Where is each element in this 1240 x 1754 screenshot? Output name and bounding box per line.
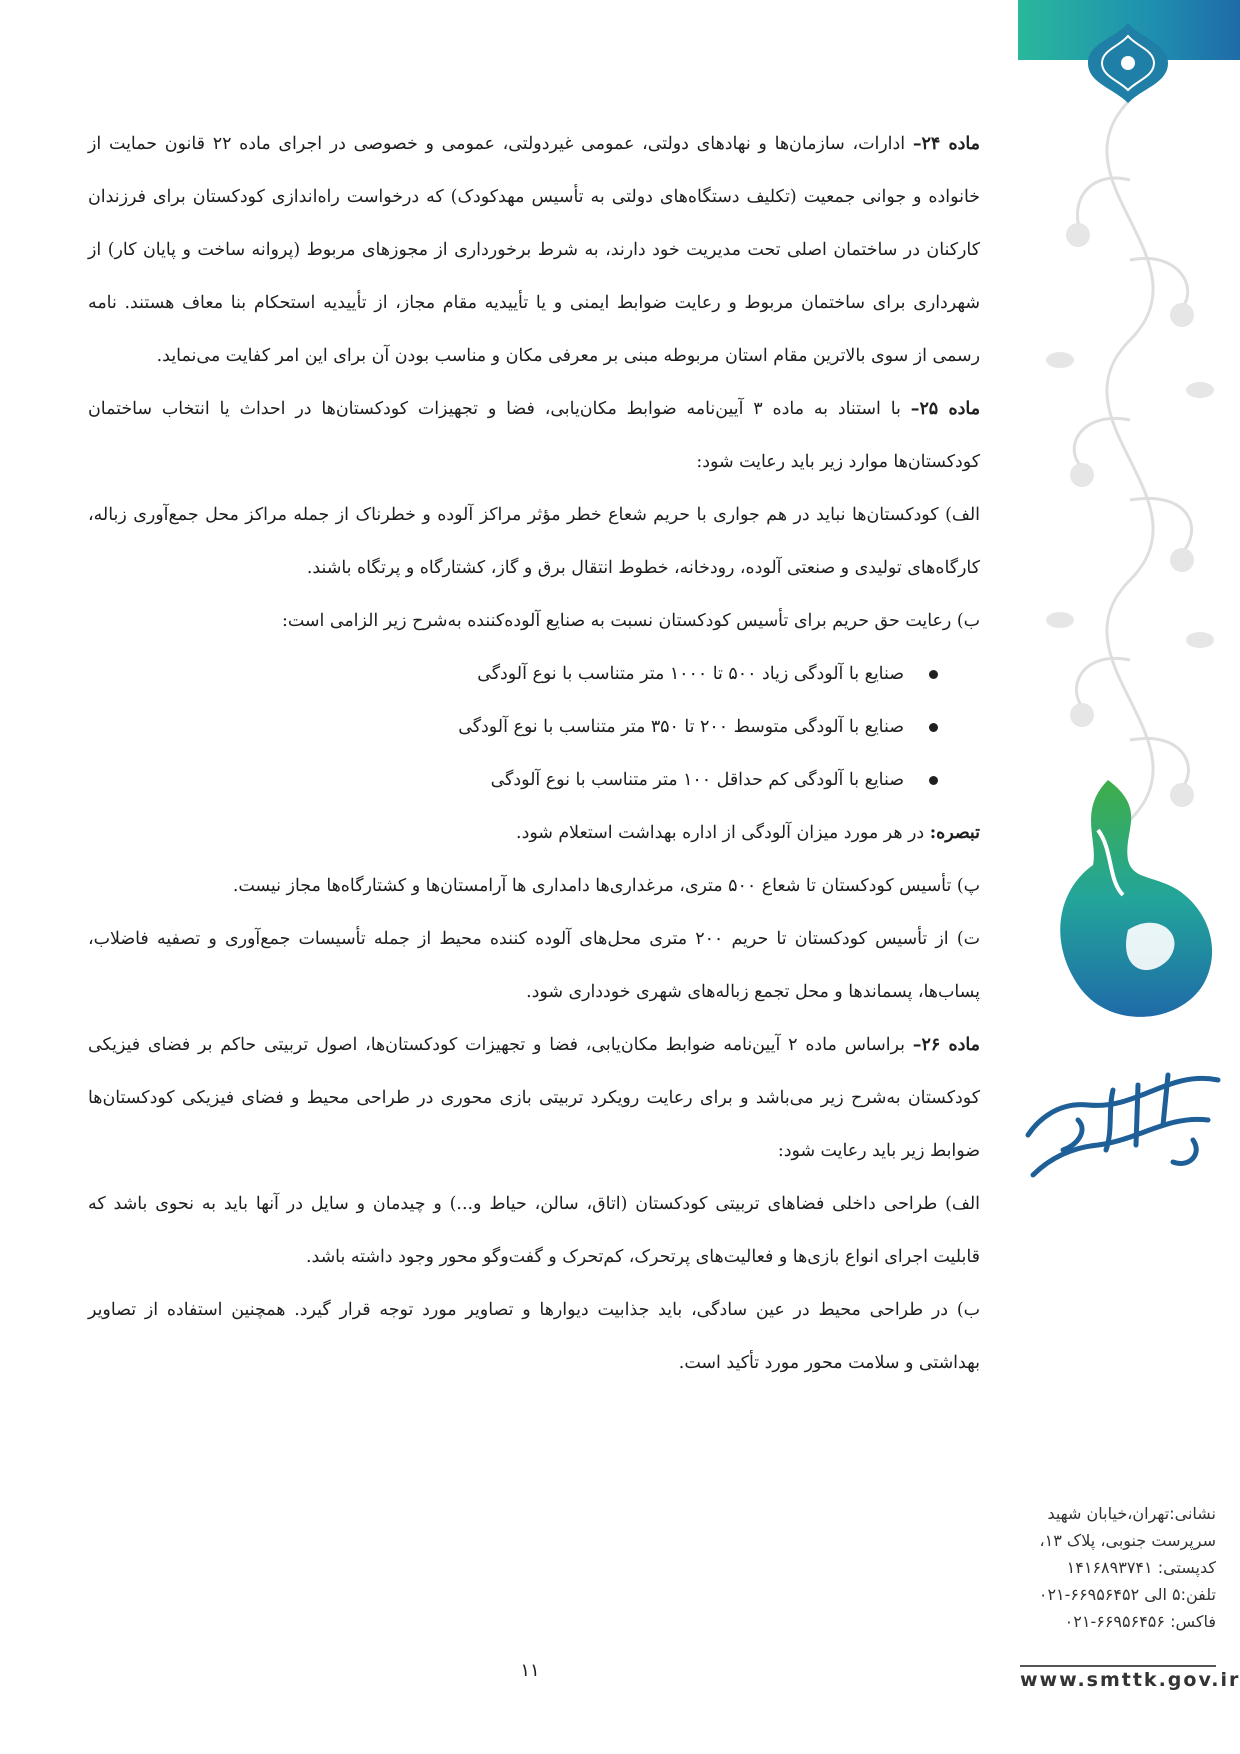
list-item — [88, 754, 938, 807]
article-24-text: ادارات، سازمان‌ها و نهادهای دولتی، عمومی غیردولتی، عمومی و خصوصی در اجرای ماده ۲۲ قانون حمایت از خانواده و جوانی جمعیت (تکلیف دستگاه‌های دولتی به تأسیس مهدکودک) که درخواست راه‌اندازی کودکستان برای فرزندان کارکنان در ساختمان اصلی تحت مدیریت خود دارند، به شرط برخورداری از مجوزهای مربوط (پروانه ساخت و پایان کار) از شهرداری برای ساختمان مربوط و رعایت ضوابط ایمنی و یا تأییدیه مقام مجاز، از تأییدیه استحکام بنا معاف هستند. نامه رسمی از سوی بالاترین مقام استان مربوطه مبنی بر معرفی مکان و مناسب بودن آن برای این امر کفایت می‌نماید. — [88, 134, 980, 366]
note-text: در هر مورد میزان آلودگی از اداره بهداشت استعلام شود. — [516, 823, 925, 843]
article-24 — [88, 118, 980, 383]
pollution-distance-list — [88, 648, 980, 807]
article-24-heading: ماده ۲۴– — [912, 134, 980, 154]
address-line: سرپرست جنوبی، پلاک ۱۳، — [1039, 1531, 1216, 1550]
page-number: ۱۱ — [520, 1660, 540, 1681]
article-25 — [88, 383, 980, 489]
list-item — [88, 648, 938, 701]
article-25-item-pe: پ) تأسیس کودکستان تا شعاع ۵۰۰ متری، مرغداری‌ها دامداری ها آرامستان‌ها و کشتارگاه‌ها مجاز نیست. — [232, 876, 980, 896]
list-item-text: صنایع با آلودگی زیاد ۵۰۰ تا ۱۰۰۰ متر متناسب با نوع آلودگی — [477, 664, 904, 684]
article-26-item-be: ب) در طراحی محیط در عین سادگی، باید جذابیت دیوارها و تصاویر مورد توجه قرار گیرد. همچنین استفاده از تصاویر بهداشتی و سلامت محور مورد تأکید است. — [88, 1300, 980, 1373]
article-25-item-te: ت) از تأسیس کودکستان تا حریم ۲۰۰ متری محل‌های آلوده کننده محیط از جمله تأسیسات جمع‌آوری و تصفیه فاضلاب، پساب‌ها، پسماندها و محل تجمع زباله‌های شهری خودداری شود. — [88, 929, 980, 1002]
list-item — [88, 701, 938, 754]
note-label: تبصره: — [929, 823, 980, 843]
article-25-text: با استناد به ماده ۳ آیین‌نامه ضوابط مکان‌یابی، فضا و تجهیزات کودکستان‌ها در احداث یا انتخاب ساختمان کودکستان‌ها موارد زیر باید رعایت شود: — [88, 399, 980, 472]
phone: تلفن:۵ الی ۶۶۹۵۶۴۵۲-۰۲۱ — [1038, 1585, 1216, 1604]
bullet-icon — [929, 723, 938, 732]
organization-calligraphy-logo — [1018, 1050, 1240, 1190]
article-25-item-alef: الف) کودکستان‌ها نباید در هم جواری با حریم شعاع خطر مؤثر مراکز آلوده و خطرناک از جمله مراکز محل جمع‌آوری زباله، کارگاه‌های تولیدی و صنعتی آلوده، رودخانه، خطوط انتقال برق و گاز، کشتارگاه و پرتگاه باشند. — [88, 505, 980, 578]
contact-address — [1020, 1500, 1216, 1635]
bullet-icon — [929, 670, 938, 679]
website-link[interactable]: www.smttk.gov.ir — [1020, 1665, 1216, 1691]
document-body — [88, 118, 980, 1390]
article-25-item-be: ب) رعایت حق حریم برای تأسیس کودکستان نسبت به صنایع آلوده‌کننده به‌شرح زیر الزامی است: — [281, 611, 980, 631]
ornament-icon — [1078, 18, 1178, 108]
article-25-heading: ماده ۲۵– — [910, 399, 981, 419]
address-line: نشانی:تهران،خیابان شهید — [1047, 1504, 1216, 1523]
organization-emblem-icon — [1038, 770, 1218, 1040]
list-item-text: صنایع با آلودگی کم حداقل ۱۰۰ متر متناسب با نوع آلودگی — [490, 770, 904, 790]
article-26 — [88, 1019, 980, 1178]
list-item-text: صنایع با آلودگی متوسط ۲۰۰ تا ۳۵۰ متر متناسب با نوع آلودگی — [458, 717, 904, 737]
note — [88, 807, 980, 860]
postal-code: کدپستی: ۱۴۱۶۸۹۳۷۴۱ — [1066, 1558, 1216, 1577]
sidebar-panel — [1018, 0, 1240, 1754]
fax: فاکس: ۶۶۹۵۶۴۵۶-۰۲۱ — [1064, 1612, 1216, 1631]
article-26-item-alef: الف) طراحی داخلی فضاهای تربیتی کودکستان (اتاق، سالن، حیاط و...) و چیدمان و سایل در آنها باید به نحوی باشد که قابلیت اجرای انواع بازی‌ها و فعالیت‌های پرتحرک، کم‌تحرک و گفت‌وگو محور وجود داشته باشد. — [88, 1194, 980, 1267]
article-26-text: براساس ماده ۲ آیین‌نامه ضوابط مکان‌یابی، فضا و تجهیزات کودکستان‌ها، اصول تربیتی حاکم بر فضای فیزیکی کودکستان به‌شرح زیر می‌باشد و برای رعایت رویکرد تربیتی بازی محوری در طراحی محیط و فضای فیزیکی کودکستان‌ها ضوابط زیر باید رعایت شود: — [88, 1035, 980, 1161]
article-26-heading: ماده ۲۶– — [912, 1035, 980, 1055]
bullet-icon — [929, 776, 938, 785]
